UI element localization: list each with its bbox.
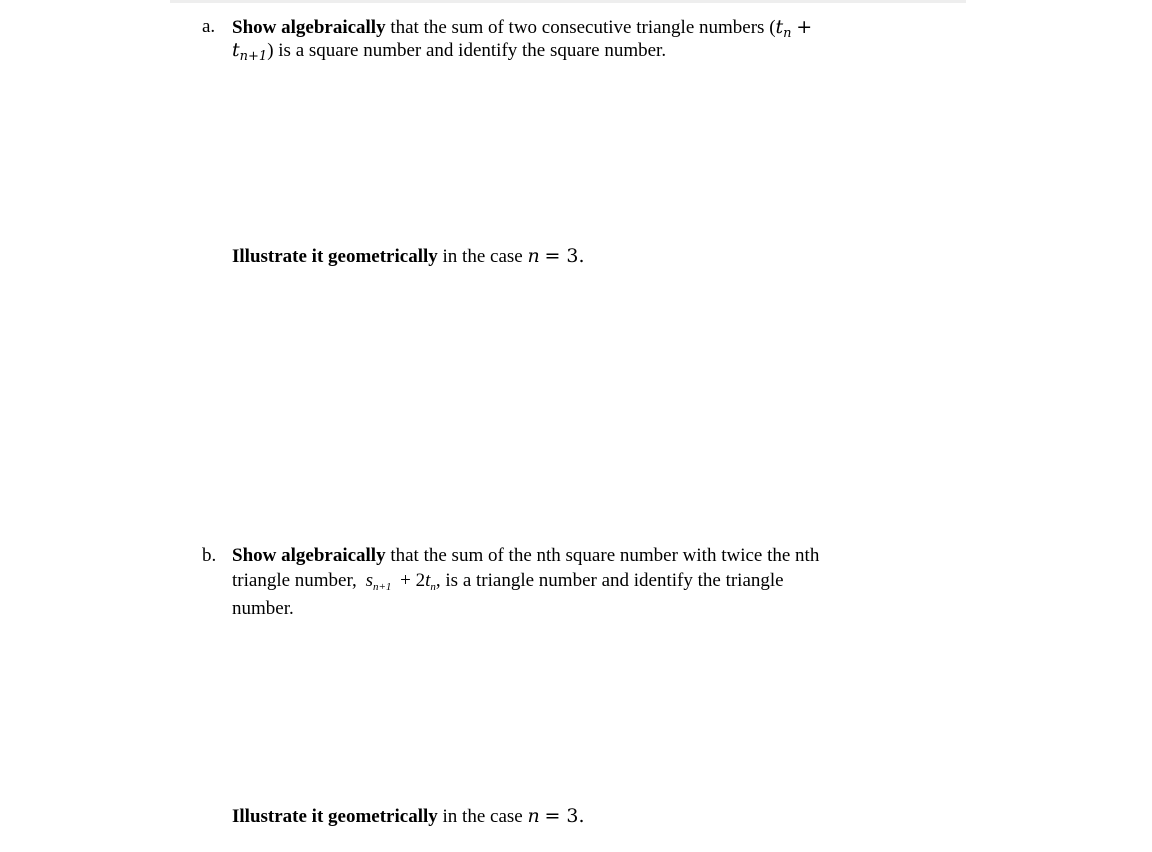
part-a-illustrate-bold: Illustrate it geometrically <box>232 246 438 267</box>
part-b-illustrate <box>232 805 585 828</box>
part-b-line-2 <box>232 570 784 592</box>
part-a-math-n: n <box>783 26 792 41</box>
part-a-math-t: t <box>775 16 784 38</box>
part-b-math-n1: n+1 <box>372 581 392 593</box>
part-a-math-plus: + <box>796 16 813 38</box>
part-b-line-2-text: , is a triangle number and identify the triangle <box>435 570 784 591</box>
part-b-case-eq: = 3. <box>544 805 585 827</box>
part-a-math-t2: t <box>232 39 240 61</box>
part-b-math-plus-two: + 2 <box>400 570 426 591</box>
part-b-line-3: number. <box>232 598 294 619</box>
part-b-math-t: t <box>425 570 431 591</box>
part-b-illustrate-bold: Illustrate it geometrically <box>232 806 438 827</box>
part-a-math-n1: n+1 <box>239 49 268 64</box>
top-rule <box>170 0 966 3</box>
part-a-line-1-text: that the sum of two consecutive triangle numbers ( <box>390 17 776 38</box>
part-b-bold-heading: Show algebraically <box>232 545 386 566</box>
part-b-line-2-start: triangle number, <box>232 570 357 591</box>
part-a-marker: a. <box>202 16 216 37</box>
part-a-case-eq: = 3. <box>544 245 585 267</box>
part-b-math-s: s <box>365 570 373 591</box>
part-a-case-n: n <box>527 245 540 267</box>
part-b-marker: b. <box>202 545 217 566</box>
part-b-line-1-text: that the sum of the nth square number with twice the nth <box>390 545 820 566</box>
part-a-line-2 <box>232 39 666 62</box>
part-b-math-n: n <box>430 581 436 593</box>
part-a-illustrate-text: in the case <box>442 246 523 267</box>
part-b-illustrate-text: in the case <box>442 806 523 827</box>
part-a-line-1 <box>232 16 812 39</box>
part-b-line-1 <box>232 545 819 567</box>
part-a-line-2-text: ) is a square number and identify the square number. <box>267 40 667 61</box>
part-a-illustrate <box>232 245 585 268</box>
part-a-bold-heading: Show algebraically <box>232 17 386 38</box>
part-b-case-n: n <box>527 805 540 827</box>
